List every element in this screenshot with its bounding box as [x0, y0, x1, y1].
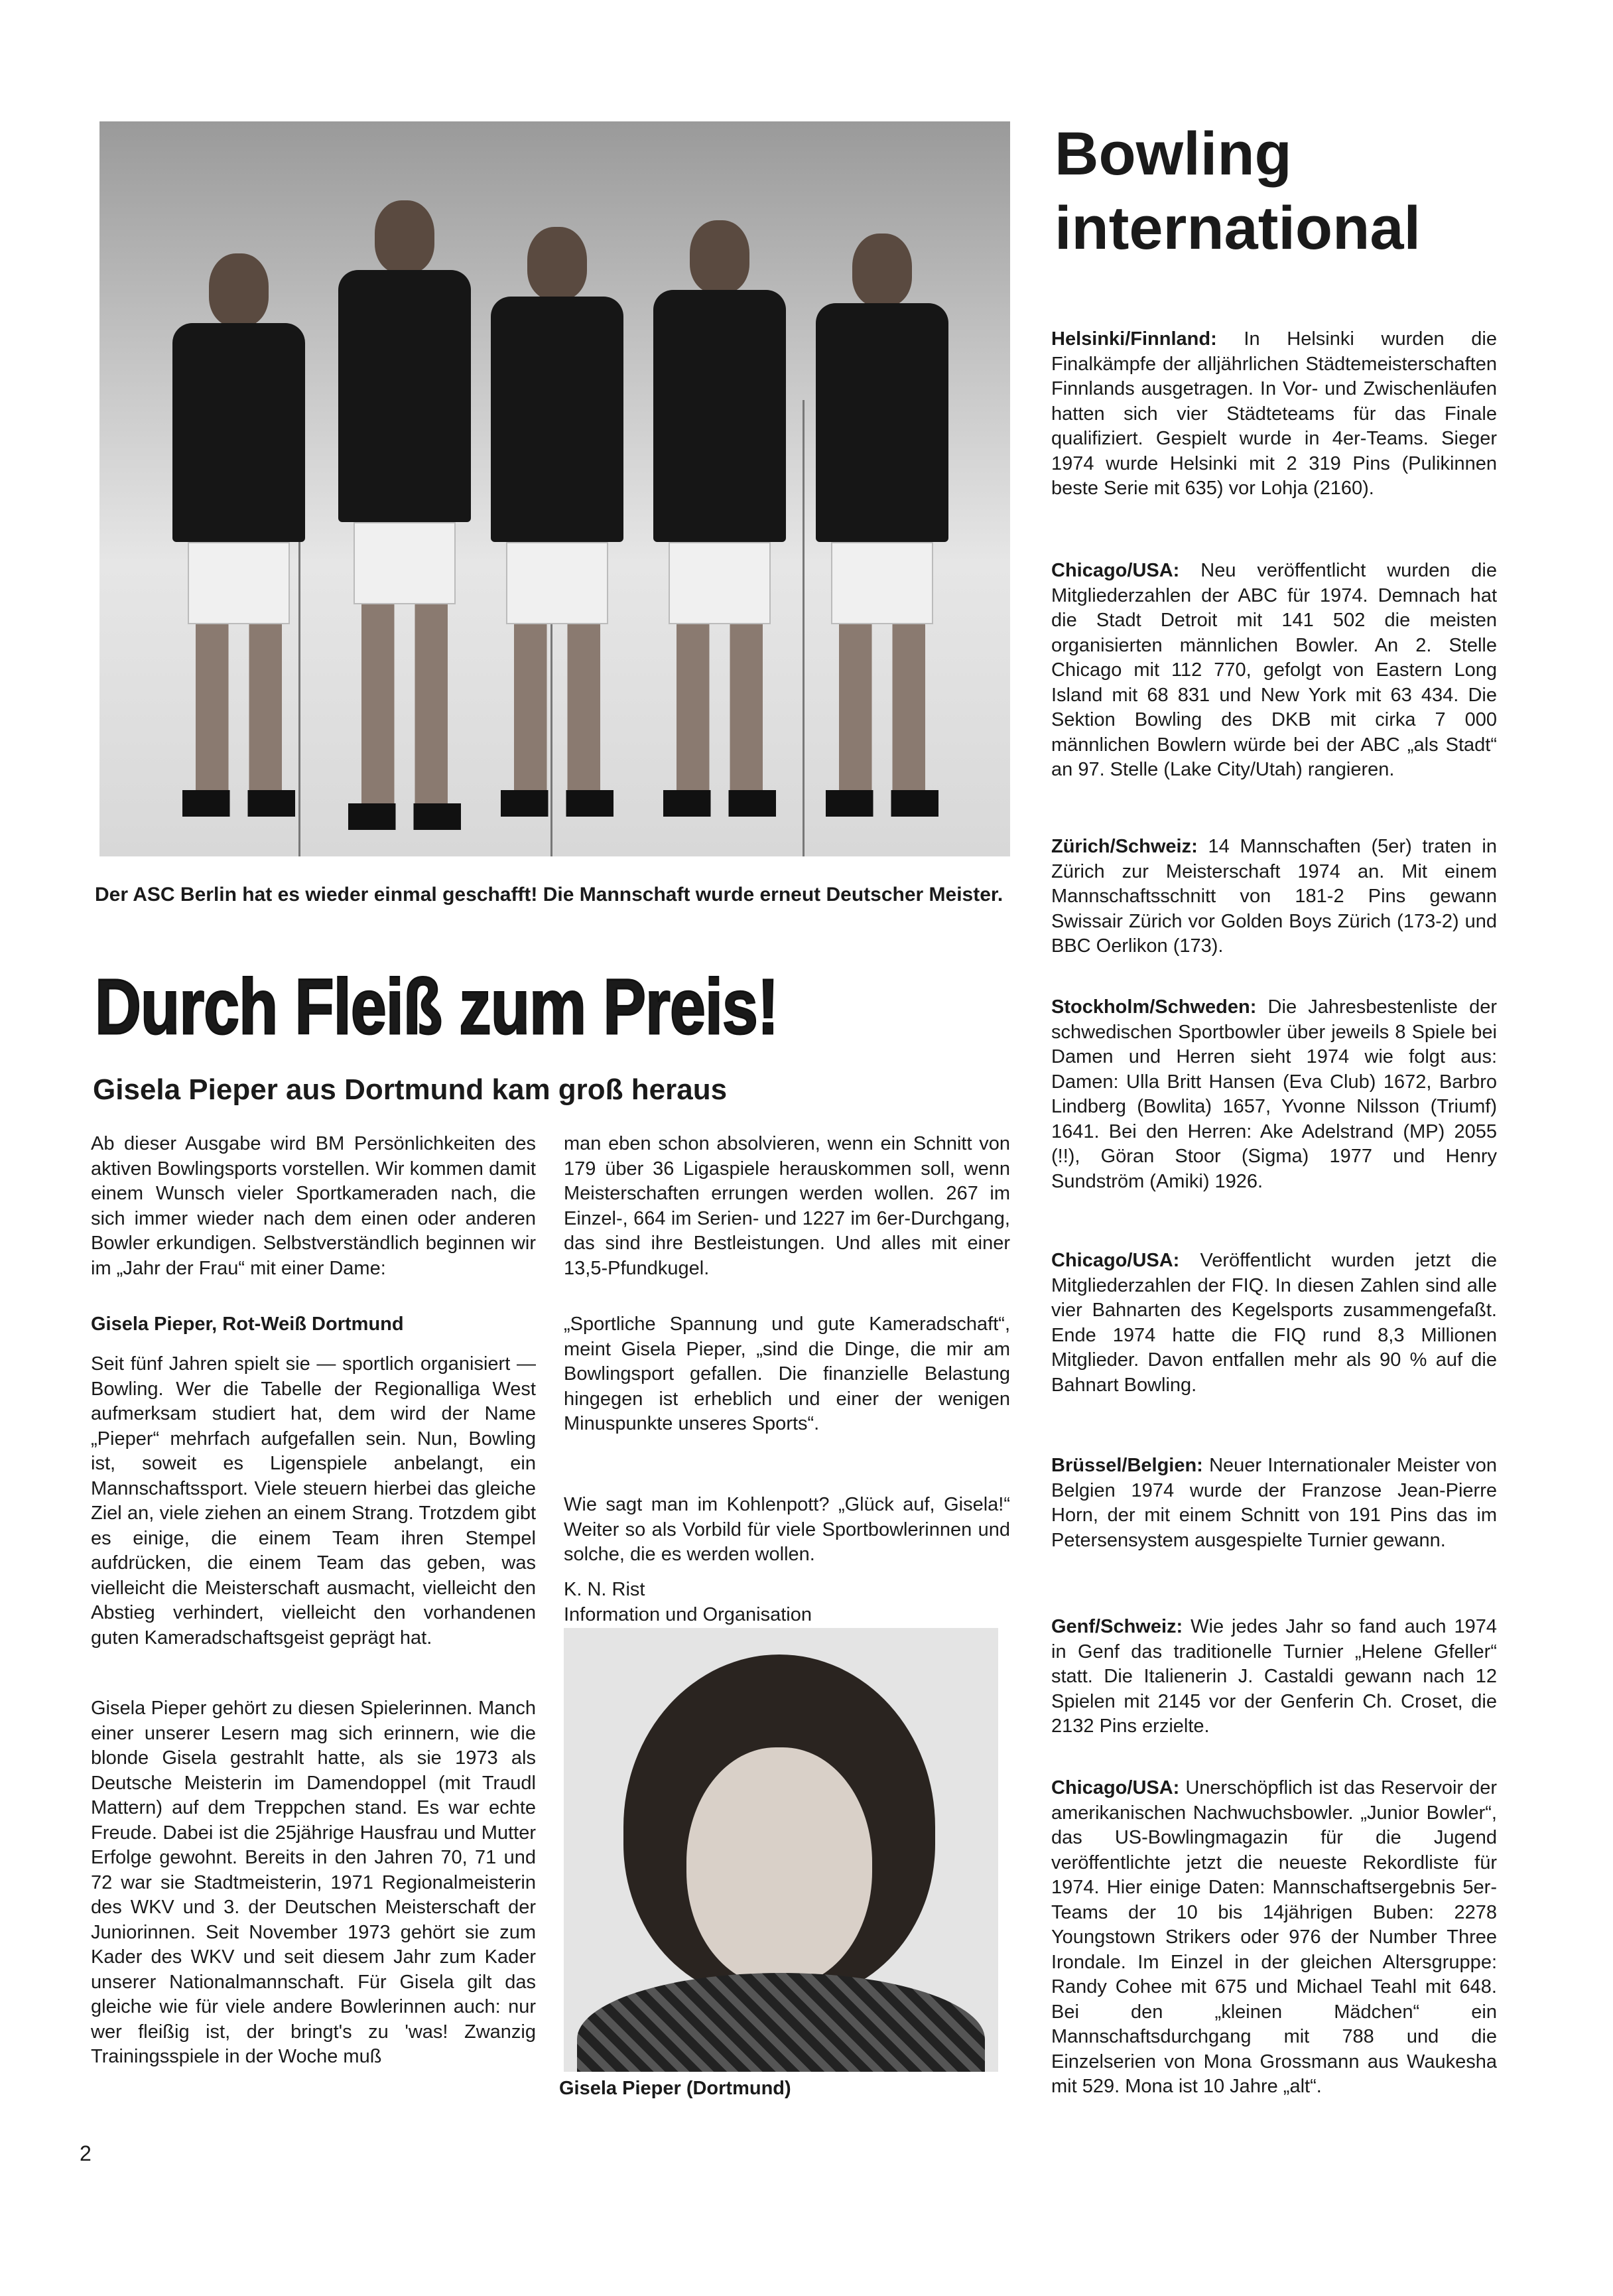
portrait-photo [564, 1628, 998, 2072]
news-item [1051, 1776, 1497, 2100]
player-figure [172, 253, 305, 817]
portrait-caption: Gisela Pieper (Dortmund) [559, 2078, 791, 2099]
lane-line [803, 400, 805, 856]
news-place: Genf/Schweiz: [1051, 1616, 1183, 1637]
news-place: Chicago/USA: [1051, 1777, 1180, 1798]
news-place: Zürich/Schweiz: [1051, 836, 1198, 857]
player-figure [491, 227, 623, 817]
article-paragraph: „Sportliche Spannung und gute Kameradschaft“, meint Gisela Pieper, „sind die Dinge, die mir am Bowlingsport gefallen. Die finanzielle Belastung hingegen ist erheblich und einer der wenigen Minuspunkte unseres Sports“. [564, 1314, 1010, 1434]
article-author-role: Information und Organisation [564, 1604, 812, 1625]
news-place: Helsinki/Finnland: [1051, 328, 1217, 350]
article-subheading: Gisela Pieper, Rot-Weiß Dortmund [91, 1314, 404, 1335]
article-paragraph: Seit fünf Jahren spielt sie — sportlich organisiert — Bowling. Wer die Tabelle der Regionalliga West aufmerksam studiert hat, dem wird der Name „Pieper“ mehrfach aufgefallen sein. Nun, Bowling ist, soweit es Ligenspiele anbelangt, ein Mannschaftssport. Viele steuern hierbei das gleiche Ziel an, viele ziehen an einem Strang. Trotzdem gibt es einige, die einem Team ihren Stempel aufdrücken, die einem Team das geben, was vielleicht die Meisterschaft ausmacht, vielleicht den Abstieg verhindert, vielleicht den vorhandenen guten Kameradschaftsgeist geprägt hat. [91, 1353, 536, 1649]
article-author: K. N. Rist [564, 1579, 645, 1600]
news-item [1051, 327, 1497, 502]
news-place: Chicago/USA: [1051, 560, 1180, 581]
news-text: 14 Mannschaften (5er) traten in Zürich zur Meisterschaft 1974 an. Mit einem Mannschaftsschnitt von 181-2 Pins gewann Swissair Zürich vor Golden Boys Zürich (173-2) und BBC Oerlikon (173). [1051, 836, 1497, 957]
article-intro: Ab dieser Ausgabe wird BM Persönlichkeiten des aktiven Bowlingsports vorstellen. Wir kommen damit einem Wunsch vieler Sportkameraden nach, die sich immer wieder nach dem einen oder anderen Bowler erkundigen. Selbstverständlich beginnen wir im „Jahr der Frau“ mit einer Dame: [91, 1133, 536, 1279]
news-text: Die Jahresbestenliste der schwedischen Sportbowler über jeweils 8 Spiele bei Damen und Herren sieht 1974 wie folgt aus: Damen: Ulla Britt Hansen (Eva Club) 1672, Barbro Lindberg (Bowlita) 1657, Yvonne Nilsson (Triumf) 1641. Bei den Herren: Ake Adelstrand (MP) 2055 (!!), Göran Stoor (Sigma) 1977 und Henry Sundström (Amiki) 1926. [1051, 996, 1497, 1192]
news-item [1051, 1453, 1497, 1553]
news-item [1051, 835, 1497, 959]
news-item [1051, 559, 1497, 783]
news-place: Stockholm/Schweden: [1051, 996, 1257, 1018]
page-number: 2 [80, 2141, 92, 2165]
article-subtitle: Gisela Pieper aus Dortmund kam groß heraus [93, 1073, 728, 1106]
news-item [1051, 1615, 1497, 1739]
news-text: Veröffentlicht wurden jetzt die Mitgliederzahlen der FIQ. In diesen Zahlen sind alle vier Bahnarten des Kegelsports zusammengefaßt. Ende 1974 hatte die FIQ rund 8,3 Millionen Mitglieder. Davon entfallen mehr als 90 % auf die Bahnart Bowling. [1051, 1250, 1497, 1396]
article-headline: Durch Fleiß zum Preis! [95, 963, 779, 1051]
player-figure [816, 234, 948, 817]
news-text: Unerschöpflich ist das Reservoir der amerikanischen Nachwuchsbowler. „Junior Bowler“, das US-Bowlingmagazin für die Jugend veröffentlichte jetzt die neueste Rekordliste für 1974. Hier einige Daten: Mannschaftsergebnis 5er-Teams der 10 bis 14jährigen Buben: 2278 Youngstown Strikers oder 976 der Number Three Irondale. Im Einzel in der gleichen Altersgruppe: Randy Cohee mit 675 und Michael Teahl mit 648. Bei den „kleinen Mädchen“ ein Mannschaftsdurchgang mit 788 und die Einzelserien von Mona Grossmann aus Waukesha mit 529. Mona ist 10 Jahre „alt“. [1051, 1777, 1497, 2097]
team-photo [99, 121, 1010, 856]
news-place: Chicago/USA: [1051, 1250, 1180, 1271]
player-figure [653, 220, 786, 817]
team-photo-caption: Der ASC Berlin hat es wieder einmal geschafft! Die Mannschaft wurde erneut Deutscher Meister. [95, 884, 1003, 906]
article-paragraph: man eben schon absolvieren, wenn ein Schnitt von 179 über 36 Ligaspiele herauskommen soll, wenn Meisterschaften errungen werden wollen. 267 im Einzel-, 664 im Serien- und 1227 im 6er-Durchgang, das sind ihre Bestleistungen. Und alles mit einer 13,5-Pfundkugel. [564, 1133, 1010, 1279]
player-figure [338, 200, 471, 830]
news-text: Neu veröffentlicht wurden die Mitgliederzahlen der ABC für 1974. Demnach hat die Stadt Detroit mit 141 502 die meisten organisierten männlichen Bowler. An 2. Stelle Chicago mit 112 770, gefolgt von Eastern Long Island mit 68 831 und New York mit 63 434. Die Sektion Bowling des DKB mit cirka 7 000 männlichen Bowlern würde bei der ABC „als Stadt“ an 97. Stelle (Lake City/Utah) rangieren. [1051, 560, 1497, 780]
news-text: In Helsinki wurden die Finalkämpfe der alljährlichen Städtemeisterschaften Finnlands ausgetragen. In Vor- und Zwischenläufen hatten sich vier Städteteams für das Finale qualifiziert. Gespielt wurde in 4er-Teams. Sieger 1974 wurde Helsinki mit 2 319 Pins (Pulikinnen beste Serie mit 635) vor Lohja (2160). [1051, 328, 1497, 499]
news-text: Neuer Internationaler Meister von Belgien 1974 wurde der Franzose Jean-Pierre Horn, der mit einem Schnitt von 191 Pins das im Petersensystem ausgespielte Turnier gewann. [1051, 1455, 1497, 1551]
news-item [1051, 995, 1497, 1194]
news-place: Brüssel/Belgien: [1051, 1455, 1203, 1476]
news-text: Wie jedes Jahr so fand auch 1974 in Genf das traditionelle Turnier „Helene Gfeller“ statt. Die Italienerin J. Castaldi gewann nach 12 Spielen mit 2145 vor der Genferin Ch. Croset, die 2132 Pins erzielte. [1051, 1616, 1497, 1737]
article-paragraph: Gisela Pieper gehört zu diesen Spielerinnen. Manch einer unserer Lesern mag sich erinnern, wie die blonde Gisela gestrahlt hatte, als sie 1973 als Deutsche Meisterin im Damendoppel (mit Traudl Mattern) auf dem Treppchen stand. Es war echte Freude. Dabei ist die 25jährige Hausfrau und Mutter Erfolge gewohnt. Bereits in den Jahren 70, 71 und 72 war sie Stadtmeisterin, 1971 Regionalmeisterin des WKV und 3. der Deutschen Meisterschaft der Juniorinnen. Seit November 1973 gehört sie zum Kader des WKV und seit diesem Jahr zum Kader unserer Nationalmannschaft. Für Gisela gilt das gleiche wie für viele andere Bowlerinnen auch: nur wer fleißig ist, der bringt's zu 'was! Zwanzig Trainingsspiele in der Woche muß [91, 1698, 536, 2067]
sidebar-title: Bowling international [1055, 120, 1421, 262]
article-paragraph: Wie sagt man im Kohlenpott? „Glück auf, Gisela!“ Weiter so als Vorbild für viele Sportbowlerinnen und solche, die es werden wollen. [564, 1494, 1010, 1565]
news-item [1051, 1249, 1497, 1398]
